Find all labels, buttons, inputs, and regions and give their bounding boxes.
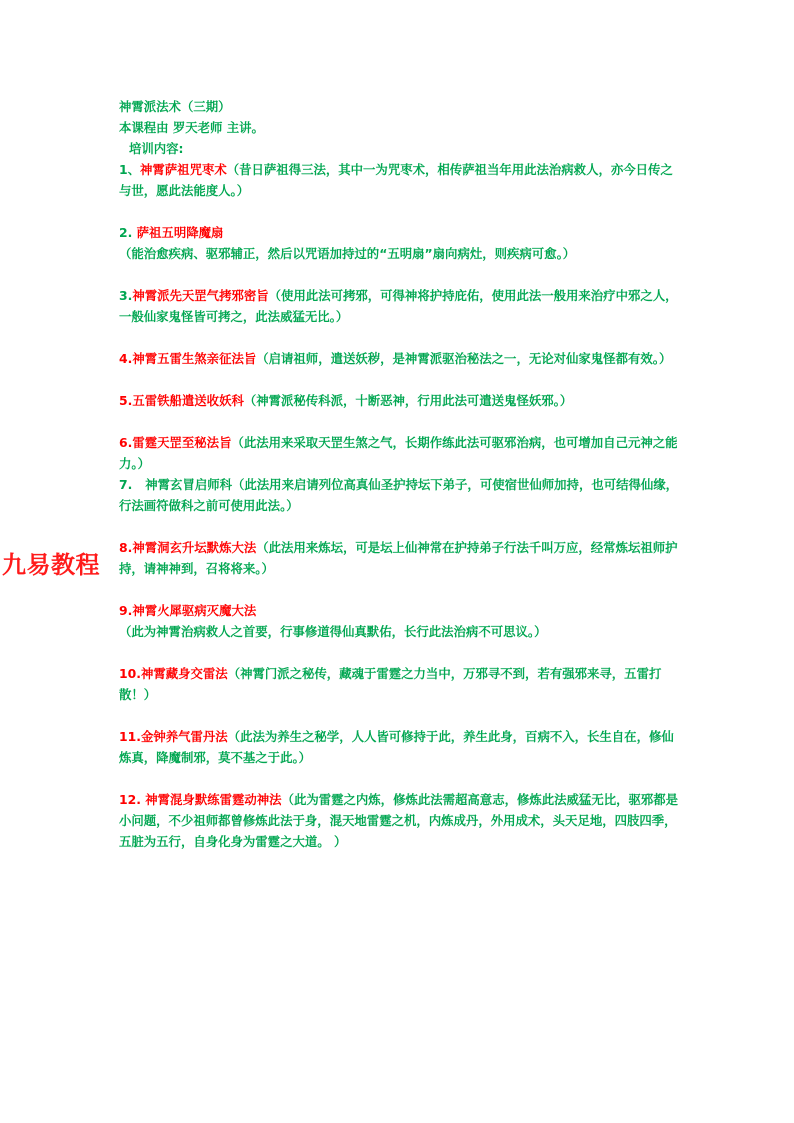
item-title: 萨祖五明降魔扇 [136, 225, 224, 240]
item-description: （此法用来启请列位高真仙圣护持坛下弟子，可使宿世仙师加持，也可结得仙缘，行法画符做科之前可使用此法。） [119, 477, 679, 513]
list-item [119, 285, 679, 327]
document-body [119, 96, 679, 852]
list-item [119, 474, 679, 516]
list-item [119, 537, 679, 579]
course-line: 本课程由 罗天老师 主讲。 [119, 120, 264, 135]
item-number: 1、 [119, 162, 141, 177]
item-description: （此法为养生之秘学，人人皆可修持于此，养生此身，百病不入，长生自在，修仙炼真，降魔制邪，莫不基之于此。） [119, 729, 674, 765]
item-title: 雷霆天罡至秘法旨 [132, 435, 232, 450]
item-number: 11. [119, 729, 141, 744]
item-title: 神霄藏身交雷法 [140, 666, 228, 681]
list-item [119, 432, 679, 474]
item-description: （启请祖师，遣送妖秽，是神霄派驱治秘法之一，无论对仙家鬼怪都有效。） [256, 351, 672, 366]
list-item [119, 726, 679, 768]
item-description: （能治愈疾病、驱邪辅正，然后以咒语加持过的“五明扇”扇向病灶，则疾病可愈。） [119, 246, 576, 261]
item-description: （此为雷霆之内炼，修炼此法需超高意志，修炼此法威猛无比，驱邪都是小问题，不少祖师都曾修炼此法于身，混天地雷霆之机，内炼成丹，外用成术，头天足地，四肢四季，五脏为五行，自身化身为雷霆之大道。 ） [119, 792, 679, 849]
item-number: 5. [119, 393, 133, 408]
item-title: 神霄五雷生煞亲征法旨 [132, 351, 257, 366]
item-description: （昔日萨祖得三法，其中一为咒枣术，相传萨祖当年用此法治病救人，亦今日传之与世，愿此法能度人。） [119, 162, 673, 198]
item-description: （神霄派秘传科派，十断恶神，行用此法可遣送鬼怪妖邪。） [243, 393, 573, 408]
list-item [119, 663, 679, 705]
item-description: （此为神霄治病救人之首要，行事修道得仙真默佑，长行此法治病不可思议。） [119, 624, 547, 639]
item-title: 神霄混身默练雷霆动神法 [145, 792, 282, 807]
list-item [119, 600, 679, 642]
item-description: （神霄门派之秘传，藏魂于雷霆之力当中，万邪寻不到，若有强邪来寻，五雷打散！） [119, 666, 662, 702]
item-number: 6. [119, 435, 133, 450]
item-title: 五雷铁船遣送收妖科 [132, 393, 244, 408]
list-item [119, 159, 679, 201]
item-number: 4. [119, 351, 133, 366]
item-description: （此法用来炼坛，可是坛上仙神常在护持弟子行法千叫万应，经常炼坛祖师护持，请神神到，召将将来。） [119, 540, 678, 576]
item-description: （此法用来采取天罡生煞之气，长期作练此法可驱邪治病，也可增加自己元神之能力。） [119, 435, 678, 471]
item-title: 神霄洞玄升坛默炼大法 [132, 540, 257, 555]
item-number: 12. [119, 792, 146, 807]
document-title: 神霄派法术（三期） [119, 99, 231, 114]
watermark-text: 九易教程 [2, 551, 100, 579]
item-title: 金钟养气雷丹法 [140, 729, 228, 744]
item-number: 7. [119, 477, 146, 492]
item-description: （使用此法可拷邪，可得神将护持庇佑，使用此法一般用来治疗中邪之人，一般仙家鬼怪皆可拷之，此法威猛无比。） [119, 288, 678, 324]
item-title: 神霄玄冒启师科 [145, 477, 233, 492]
list-item [119, 789, 679, 852]
item-title: 神霄火犀驱病灭魔大法 [132, 603, 257, 618]
item-title: 神霄萨祖咒枣术 [140, 162, 227, 177]
item-number: 10. [119, 666, 141, 681]
item-number: 2. [119, 225, 137, 240]
list-item [119, 390, 679, 411]
training-heading: 培训内容: [129, 141, 184, 156]
item-title: 神霄派先天罡气拷邪密旨 [132, 288, 269, 303]
list-item [119, 348, 679, 369]
item-number: 9. [119, 603, 133, 618]
item-number: 8. [119, 540, 133, 555]
list-item [119, 222, 679, 264]
item-number: 3. [119, 288, 133, 303]
